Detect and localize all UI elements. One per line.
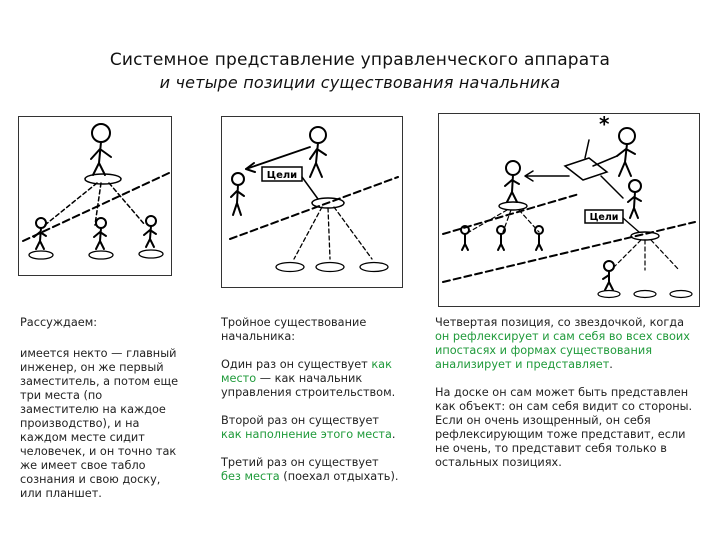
hierarchy-diagram-2 [222,117,402,287]
diagram-panel-3 [438,113,700,307]
text-column-2 [221,316,401,498]
star-mark: * [599,114,610,136]
text-column-1 [20,316,180,515]
diagram-panel-1 [18,116,172,276]
board-label: Цели [266,170,298,181]
page-title: Системное представление управленческого аппарата [109,50,611,70]
col1-intro: Рассуждаем: [20,316,98,329]
text-column-3 [435,316,699,484]
hierarchy-diagram-3 [439,114,699,306]
page-subtitle: и четыре позиции существования начальника [159,73,561,92]
col1-body: имеется некто — главный инженер, он же первый заместитель, а потом еще три места (по заместителю на каждое производство), и на каждом месте сидит человечек, и он точно так же имеет свое табло сознания и свою доску, или планшет. [20,347,179,500]
col3-board: На доске он сам может быть представлен как объект: он сам себя видит со стороны. Если он очень изощренный, он себя рефлексирующим тоже представит, если не очень, то представит себя только в остальных позициях. [435,386,693,469]
col2-first: Один раз он существует как место — как начальник управления строительством. [221,358,396,399]
board-label-3: Цели [589,212,619,223]
diagram-panel-2 [221,116,403,288]
col3-fourth-position: Четвертая позиция, со звездочкой, когда он рефлексирует и сам себя во всех своих ипостасях и формах существования анализирует и представляет. [435,316,690,371]
col2-third: Третий раз он существует без места (поехал отдыхать). [221,456,399,483]
col2-intro: Тройное существование начальника: [221,316,367,343]
col2-second: Второй раз он существует как наполнение этого места. [221,414,396,441]
hierarchy-diagram-1 [19,117,171,275]
